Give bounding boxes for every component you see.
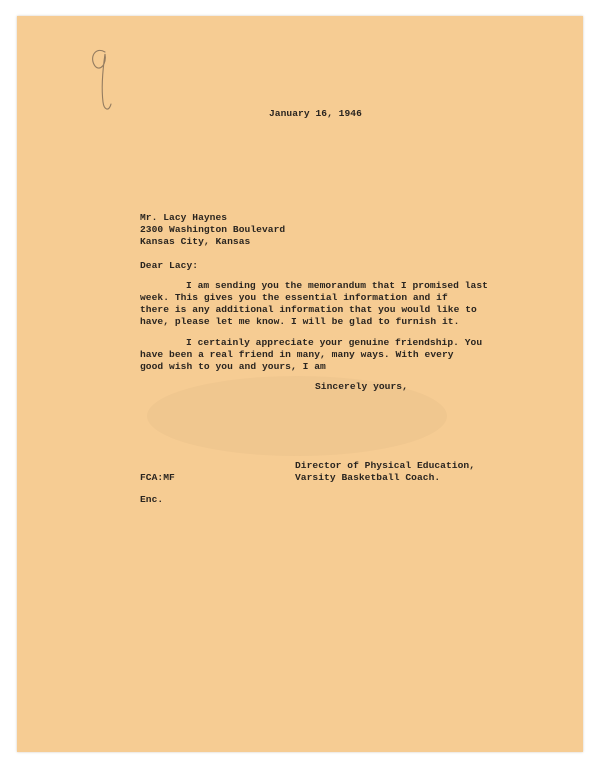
paragraph-2-line: have been a real friend in many, many ways. With every: [140, 349, 454, 360]
recipient-name: Mr. Lacy Haynes: [140, 212, 228, 223]
paragraph-2-line: good wish to you and yours, I am: [140, 361, 326, 372]
signature-title-line: Director of Physical Education,: [295, 460, 476, 471]
enclosure-note: Enc.: [140, 494, 164, 505]
paragraph-1-line: I am sending you the memorandum that I promised last: [186, 280, 488, 291]
closing: Sincerely yours,: [315, 381, 408, 392]
recipient-city: Kansas City, Kansas: [140, 236, 251, 247]
signature-title-line: Varsity Basketball Coach.: [295, 472, 441, 483]
paragraph-1-line: have, please let me know. I will be glad to furnish it.: [140, 316, 460, 327]
letter-date: January 16, 1946: [269, 108, 362, 119]
paragraph-2-line: I certainly appreciate your genuine friendship. You: [186, 337, 483, 348]
handwritten-mark: [87, 44, 113, 114]
salutation: Dear Lacy:: [140, 260, 199, 271]
recipient-street: 2300 Washington Boulevard: [140, 224, 286, 235]
typist-initials: FCA:MF: [140, 472, 175, 483]
letter-page: [17, 16, 583, 752]
paragraph-1-line: week. This gives you the essential information and if: [140, 292, 448, 303]
paragraph-1-line: there is any additional information that you would like to: [140, 304, 477, 315]
